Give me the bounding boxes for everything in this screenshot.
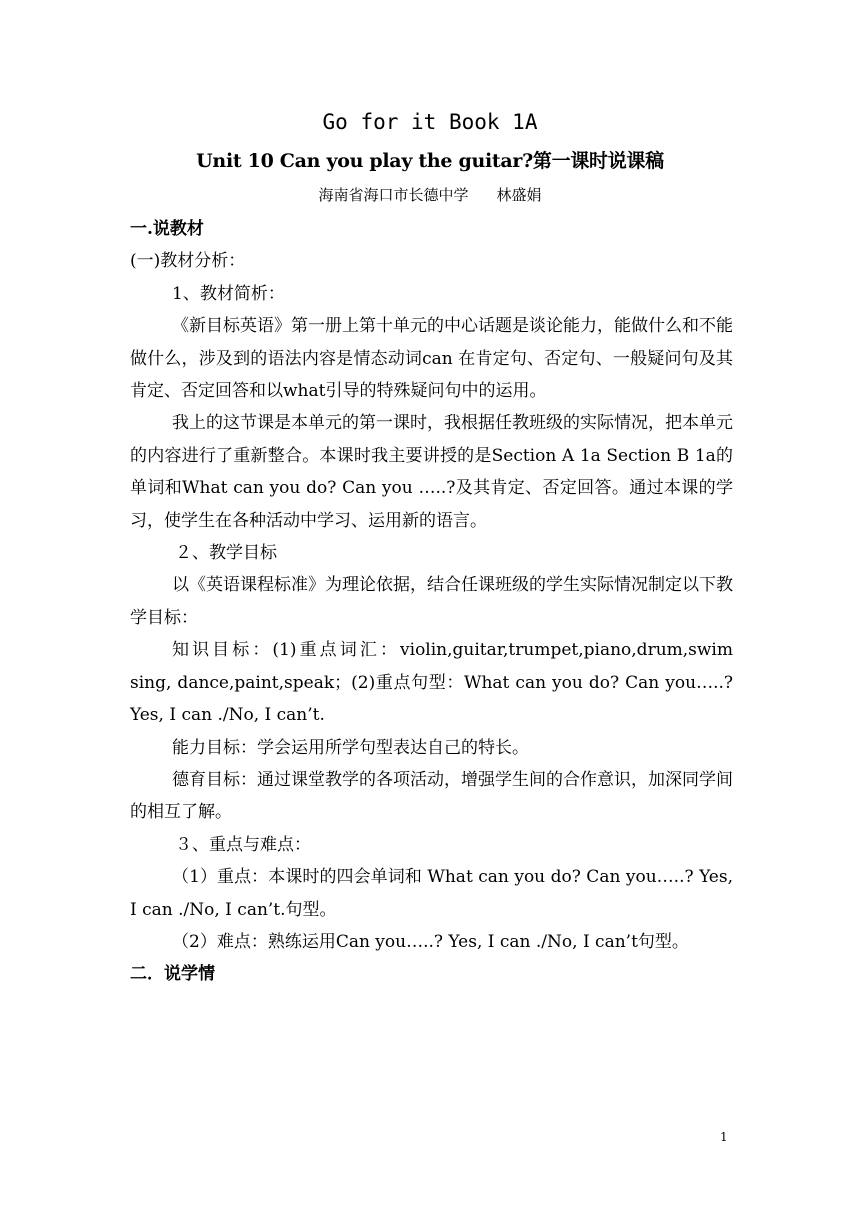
author-name: 林盛娟 (496, 186, 542, 204)
paragraph-ability-goal: 能力目标：学会运用所学句型表达自己的特长。 (172, 737, 529, 758)
document-body (130, 213, 733, 991)
subsection-heading: (一)教材分析： (130, 251, 246, 272)
paragraph-moral-goal: 德育目标：通过课堂教学的各项活动，增强学生间的合作意识，加深同学间的相互了解。 (130, 769, 733, 823)
document-subtitle: Unit 10 Can you play the guitar?第一课时说课稿 (196, 150, 664, 172)
paragraph-lesson: 我上的这节课是本单元的第一课时，我根据任教班级的实际情况，把本单元的内容进行了重新整合。本课时我主要讲授的是Section A 1a Section B 1a的单词和What can you do? Can you …..?及其肯定、否定回答。通过本课的学习，使学生在各种活动中学习、运用新的语言。 (130, 413, 733, 531)
paragraph-goals-intro: 以《英语课程标准》为理论依据，结合任课班级的学生实际情况制定以下教学目标： (130, 575, 733, 628)
section-heading-1: 一.说教材 (130, 219, 204, 239)
author-line (0, 184, 860, 205)
paragraph-key-point: （1）重点：本课时的四会单词和 What can you do? Can you…..? Yes, I can ./No, I can’t.句型。 (130, 867, 733, 920)
item-heading-3: ３、重点与难点： (175, 834, 311, 855)
paragraph-analysis: 《新目标英语》第一册上第十单元的中心话题是谈论能力，能做什么和不能做什么，涉及到的语法内容是情态动词can 在肯定句、否定句、一般疑问句及其肯定、否定回答和以what引导的特殊疑问句中的运用。 (130, 316, 733, 402)
item-heading-2: ２、教学目标 (175, 543, 277, 564)
school-name: 海南省海口市长德中学 (318, 186, 469, 204)
paragraph-difficulty: （2）难点：熟练运用Can you…..? Yes, I can ./No, I can’t句型。 (172, 931, 689, 952)
paragraph-knowledge-goal: 知识目标：(1)重点词汇：violin,guitar,trumpet,piano,drum,swim sing, dance,paint,speak；(2)重点句型：What can you do? Can you…..? Yes, I can ./No, I can’t. (130, 640, 733, 726)
document-title: Go for it Book 1A (322, 110, 538, 134)
page-number: 1 (720, 1130, 728, 1144)
section-heading-2: 二．说学情 (130, 964, 215, 985)
item-heading-1: 1、教材简析： (172, 283, 285, 304)
